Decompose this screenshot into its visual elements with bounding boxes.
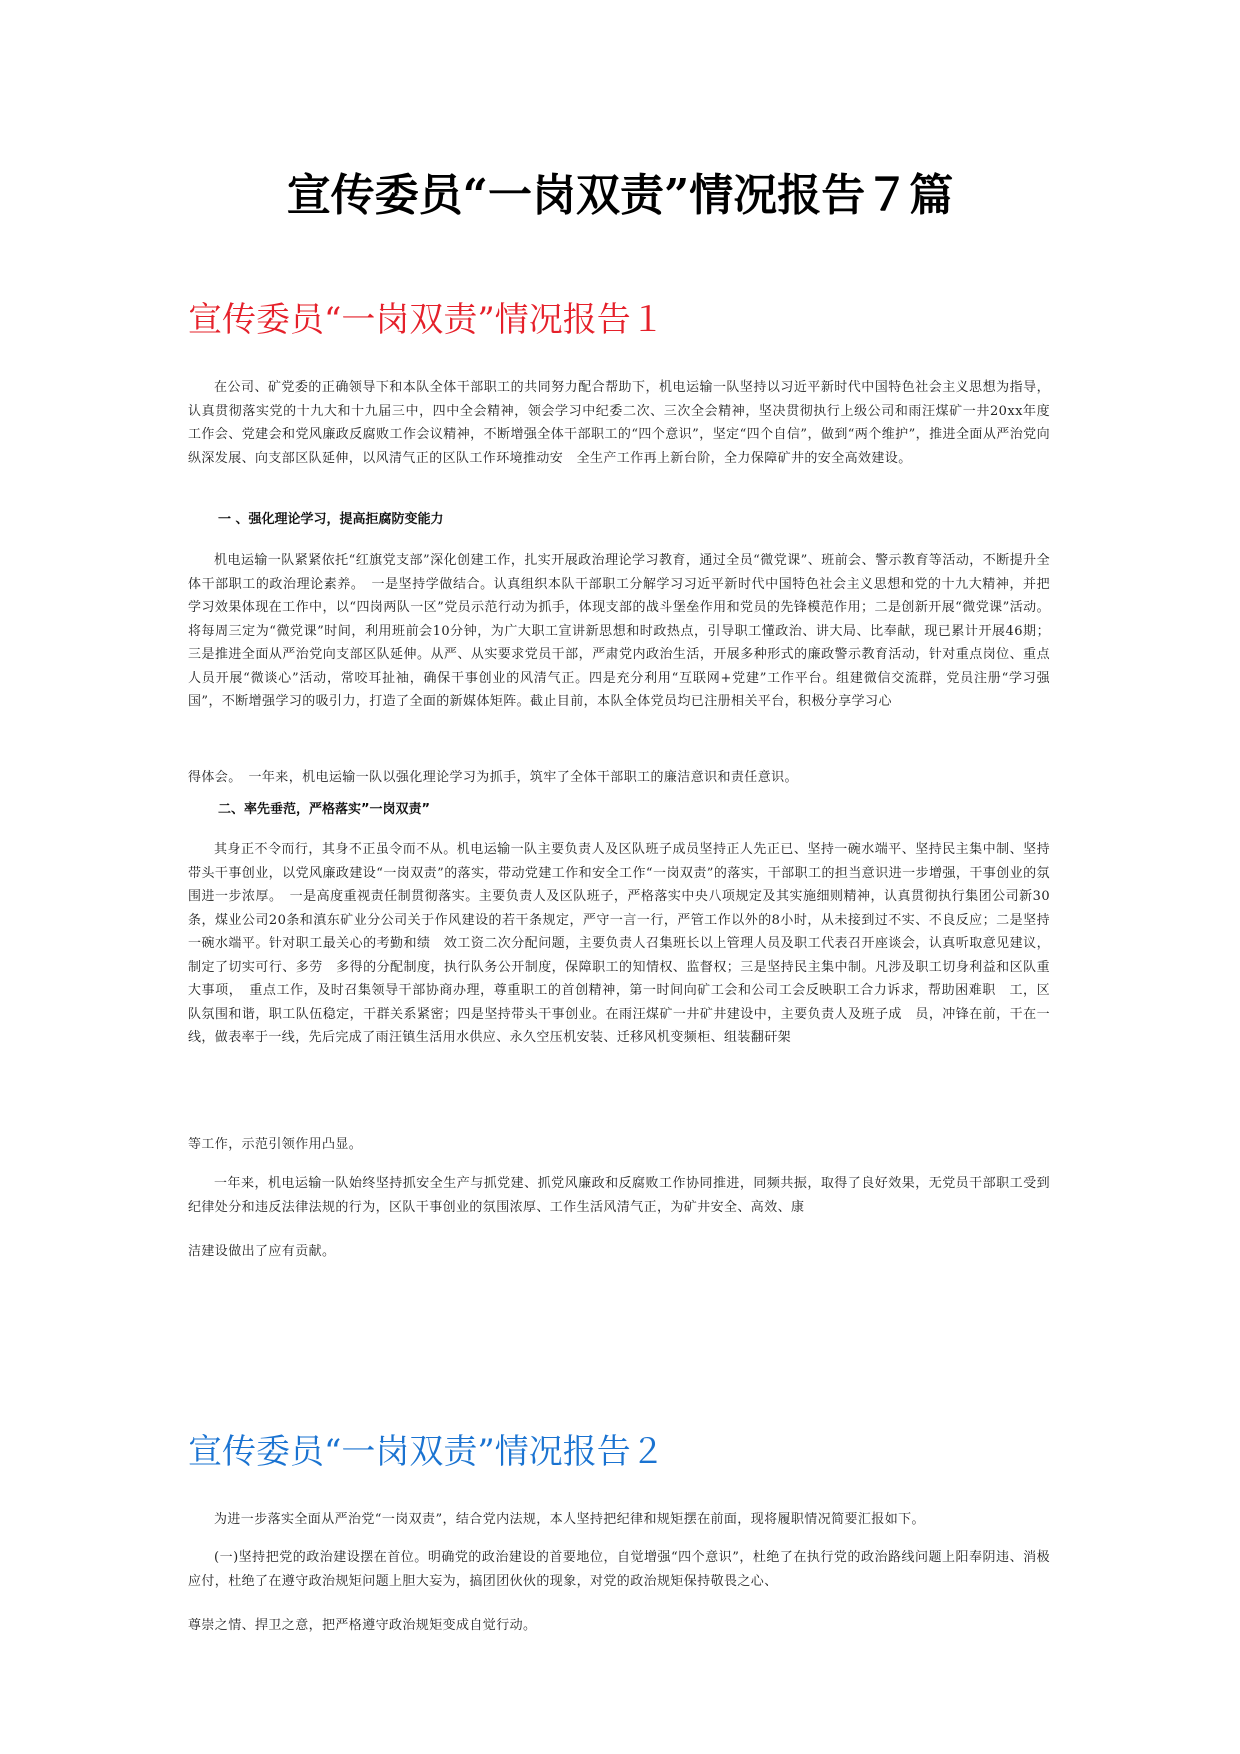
subsection-1-continuation: 得体会。 一年来，机电运输一队以强化理论学习为抓手，筑牢了全体干部职工的廉洁意识和责任意识。: [188, 770, 798, 785]
section-1-closing-continuation: 洁建设做出了应有贡献。: [188, 1244, 336, 1259]
section-2-item-1-paragraph: (一)坚持把党的政治建设摆在首位。明确党的政治建设的首要地位，自觉增强“四个意识”，杜绝了在执行党的政治路线问题上阳奉阴违、消极应付，杜绝了在遵守政治规矩问题上胆大妄为，搞团团伙伙的现象，对党的政治规矩保持敬畏之心、: [188, 1550, 1050, 1589]
subsection-2-heading: 二、率先垂范，严格落实”一岗双责”: [218, 802, 431, 817]
section-2-item-1-continuation: 尊崇之情、捍卫之意，把严格遵守政治规矩变成自觉行动。: [188, 1618, 537, 1633]
subsection-1-heading: 一 、强化理论学习，提高拒腐防变能力: [218, 512, 444, 527]
subsection-2-continuation: 等工作，示范引领作用凸显。: [188, 1137, 363, 1152]
section-2-intro-paragraph: 为进一步落实全面从严治党“一岗双责”，结合党内法规，本人坚持把纪律和规矩摆在前面，现将履职情况简要汇报如下。: [214, 1512, 925, 1527]
subsection-2-paragraph: 其身正不令而行，其身不正虽令而不从。机电运输一队主要负责人及区队班子成员坚持正人先正已、坚持一碗水端平、坚持民主集中制、坚持带头干事创业，以党风廉政建设“一岗双责”的落实，带动党建工作和安全工作“一岗双责”的落实，干部职工的担当意识进一步增强，干事创业的氛围进一步浓厚。 一是高度重视责任制贯彻落实。主要负责人及区队班子，严格落实中央八项规定及其实施细则精神，认真贯彻执行集团公司新30条，煤业公司20条和滇东矿业分公司关于作风建设的若干条规定，严守一言一行，严管工作以外的8小时，从未接到过不实、不良反应；二是坚持一碗水端平。针对职工最关心的考勤和绩 效工资二次分配问题，主要负责人召集班长以上管理人员及职工代表召开座谈会，认真听取意见建议，制定了切实可行、多劳 多得的分配制度，执行队务公开制度，保障职工的知情权、监督权；三是坚持民主集中制。凡涉及职工切身利益和区队重大事项， 重点工作，及时召集领导干部协商办理，尊重职工的首创精神，第一时间向矿工会和公司工会反映职工合力诉求，帮助困难职 工，区队氛围和谐，职工队伍稳定，干群关系紧密；四是坚持带头干事创业。在雨汪煤矿一井矿井建设中，主要负责人及班子成 员，冲锋在前，干在一线，做表率于一线，先后完成了雨汪镇生活用水供应、永久空压机安装、迁移风机变频柜、组装翻矸架: [188, 842, 1050, 1045]
section-2-heading: 宣传委员“一岗双责”情况报告２: [188, 1432, 665, 1472]
section-1-closing-paragraph: 一年来，机电运输一队始终坚持抓安全生产与抓党建、抓党风廉政和反腐败工作协同推进，同频共振，取得了良好效果，无党员干部职工受到纪律处分和违反法律法规的行为，区队干事创业的氛围浓厚、工作生活风清气正，为矿井安全、高效、康: [188, 1176, 1050, 1215]
section-1-heading: 宣传委员“一岗双责”情况报告１: [188, 300, 665, 340]
section-1-intro-paragraph: 在公司、矿党委的正确领导下和本队全体干部职工的共同努力配合帮助下，机电运输一队坚持以习近平新时代中国特色社会主义思想为指导，认真贯彻落实党的十九大和十九届三中，四中全会精神，领会学习中纪委二次、三次全会精神，坚决贯彻执行上级公司和雨汪煤矿一井20xx年度工作会、党建会和党风廉政反腐败工作会议精神，不断增强全体干部职工的“四个意识”，坚定“四个自信”，做到“两个维护”，推进全面从严治党向纵深发展、向支部区队延伸，以风清气正的区队工作环境推动安 全生产工作再上新台阶，全力保障矿井的安全高效建设。: [188, 380, 1050, 466]
subsection-1-paragraph: 机电运输一队紧紧依托“红旗党支部”深化创建工作，扎实开展政治理论学习教育，通过全员“微党课”、班前会、警示教育等活动，不断提升全体干部职工的政治理论素养。 一是坚持学做结合。认真组织本队干部职工分解学习习近平新时代中国特色社会主义思想和党的十九大精神，并把学习效果体现在工作中，以“四岗两队一区”党员示范行动为抓手，体现支部的战斗堡垒作用和党员的先锋模范作用；二是创新开展“微党课”活动。将每周三定为“微党课”时间，利用班前会10分钟，为广大职工宣讲新思想和时政热点，引导职工懂政治、讲大局、比奉献，现已累计开展46期；三是推进全面从严治党向支部区队延伸。从严、从实要求党员干部，严肃党内政治生活，开展多种形式的廉政警示教育活动，针对重点岗位、重点人员开展“微谈心”活动，常咬耳扯袖，确保干事创业的风清气正。四是充分利用“互联网+党建”工作平台。组建微信交流群，党员注册“学习强国”，不断增强学习的吸引力，打造了全面的新媒体矩阵。截止目前，本队全体党员均已注册相关平台，积极分享学习心: [188, 553, 1050, 709]
document-title: 宣传委员“一岗双责”情况报告７篇: [286, 170, 954, 221]
